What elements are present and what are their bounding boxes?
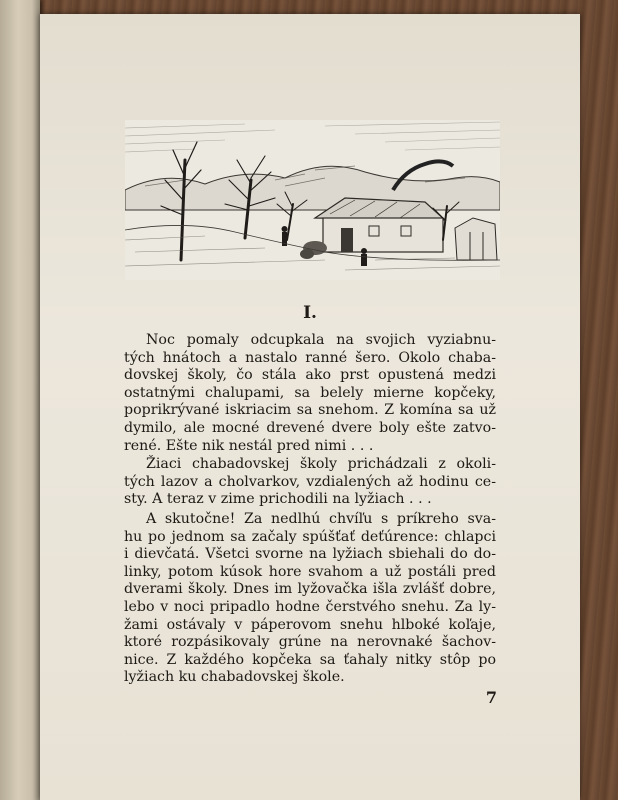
text-line: ostatnými chalupami, sa belely mierne kopčeky, [124,384,496,401]
text-line: dverami školy. Dnes im lyžovačka išla zvlášť dobre, [124,581,496,598]
text-line: tých hnátoch a nastalo ranné šero. Okolo chaba- [124,349,496,366]
paragraph-3 [124,511,496,687]
paragraph-1 [124,332,496,455]
page-number: 7 [485,688,497,707]
text-line: lyžiach ku chabadovskej škole. [124,669,345,686]
text-line: nice. Z každého kopčeka sa ťahaly nitky stôp po [124,651,496,668]
text-line: lebo v noci pripadlo hodne čerstvého snehu. Za ly- [124,598,496,615]
winter-village-illustration [125,120,500,280]
text-line: dovskej školy, čo stála ako prst opustená medzi [124,367,496,384]
paragraph-2 [124,456,496,509]
text-line: sty. A teraz v zime prichodili na lyžiach . . . [124,491,432,508]
text-line: tých lazov a cholvarkov, vzdialených až hodinu ce- [124,473,496,490]
text-line: i dievčatá. Všetci svorne na lyžiach sbiehali do do- [124,546,496,563]
text-line: Žiaci chabadovskej školy prichádzali z okoli- [146,456,496,472]
text-line: hu po jednom sa začaly spúšťať deťúrence: chlapci [124,528,496,545]
text-line: ktoré rozpásikovaly grúne na nerovnaké šachov- [124,634,496,651]
text-line: poprikrývané iskriacim sa snehom. Z komína sa už [124,402,496,419]
winter-sketch-image [125,120,500,280]
text-line: A skutočne! Za nedlhú chvíľu s príkreho sva- [146,511,496,527]
book-page [40,14,580,800]
text-line: dymilo, ale mocné drevené dvere boly ešte zatvo- [124,419,496,436]
chapter-heading: I. [303,303,317,323]
text-line: Noc pomaly odcupkala na svojich vyziabnu- [146,332,496,348]
text-line: žami ostávaly v páperovom snehu hlboké koľaje, [124,616,496,633]
facing-page-edge [0,0,40,800]
text-line: linky, potom kúsok hore svahom a už postáli pred [124,563,496,580]
text-line: rené. Ešte nik nestál pred nimi . . . [124,437,374,454]
